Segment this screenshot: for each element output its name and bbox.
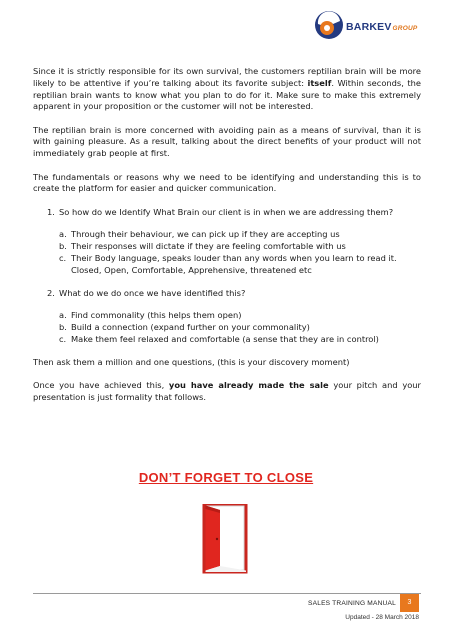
close-headline: DON’T FORGET TO CLOSE bbox=[138, 470, 314, 485]
paragraph-fundamentals: The fundamentals or reasons why we need to be identifying and understanding this is to create the platform for easier and quicker communication. bbox=[33, 171, 421, 194]
sub-item bbox=[59, 334, 421, 346]
list-item-text: What do we do once we have identified this? bbox=[59, 287, 246, 298]
brand-name-main: BARKEV bbox=[346, 21, 392, 33]
para1-text-c: . Within seconds, the reptilian brain wants to know what you plan to do for it. Make sure to make this extremely apparent in your proposition or the customer will not be interested. bbox=[33, 77, 421, 112]
list-item-text: So how do we Identify What Brain our client is in when we are addressing them? bbox=[59, 206, 394, 217]
brand-logo bbox=[312, 8, 430, 42]
sub-item bbox=[59, 322, 421, 334]
sub-list bbox=[59, 310, 421, 345]
sub-letter: b. bbox=[59, 241, 67, 252]
sub-text: Find commonality (this helps them open) bbox=[71, 310, 242, 321]
paragraph-questions: Then ask them a million and one questions, (this is your discovery moment) bbox=[33, 356, 350, 367]
sub-item bbox=[59, 253, 421, 277]
open-door-icon bbox=[196, 504, 256, 576]
sub-text: Make them feel relaxed and comfortable (a sense that they are in control) bbox=[71, 334, 379, 345]
sub-text: Their responses will dictate if they are feeling comfortable with us bbox=[71, 241, 346, 252]
paragraph-reptilian-attention bbox=[33, 66, 421, 113]
para1-text-a: Since it is strictly responsible for its own survival, the customers reptilian brain will be more likely to be attentive if you’re talking about its favorite subject: bbox=[33, 66, 421, 88]
sub-text: Their Body language, speaks louder than any words when you learn to read it. Closed, Open, Comfortable, Apprehensive, threatened etc bbox=[71, 253, 397, 275]
sub-letter: c. bbox=[59, 334, 67, 345]
sub-letter: c. bbox=[59, 253, 67, 264]
footer-divider bbox=[33, 593, 421, 594]
sub-item bbox=[59, 229, 421, 241]
footer-updated-date: Updated - 28 March 2018 bbox=[345, 614, 419, 621]
sub-letter: a. bbox=[59, 229, 67, 240]
barkev-logo-icon bbox=[312, 8, 346, 42]
para5-text-c: your pitch and your presentation is just formality that follows. bbox=[33, 380, 421, 402]
body-content bbox=[33, 66, 421, 415]
numbered-list bbox=[33, 207, 421, 346]
list-item-what-to-do bbox=[33, 288, 421, 346]
brand-name bbox=[346, 21, 417, 33]
paragraph-made-sale bbox=[33, 380, 421, 404]
sub-letter: a. bbox=[59, 310, 67, 321]
sub-text: Through their behaviour, we can pick up if they are accepting us bbox=[71, 229, 340, 240]
para5-text-a: Once you have achieved this, bbox=[33, 380, 169, 391]
list-item-identify bbox=[33, 207, 421, 277]
list-number: 2. bbox=[47, 287, 55, 298]
page-number: 3 bbox=[400, 594, 419, 612]
para5-emphasis: you have already made the sale bbox=[168, 380, 329, 391]
sub-item bbox=[59, 241, 421, 253]
footer-manual-title: SALES TRAINING MANUAL bbox=[308, 600, 396, 607]
para1-emphasis: itself bbox=[307, 77, 332, 88]
sub-list bbox=[59, 229, 421, 276]
list-number: 1. bbox=[47, 206, 55, 217]
sub-text: Build a connection (expand further on your commonality) bbox=[71, 322, 310, 333]
sub-item bbox=[59, 310, 421, 322]
paragraph-avoiding-pain: The reptilian brain is more concerned with avoiding pain as a means of survival, than it is with gaining pleasure. As a result, talking about the direct benefits of your product will not immediately grab people at first. bbox=[33, 124, 421, 159]
sub-letter: b. bbox=[59, 322, 67, 333]
brand-name-suffix: GROUP bbox=[392, 25, 418, 32]
